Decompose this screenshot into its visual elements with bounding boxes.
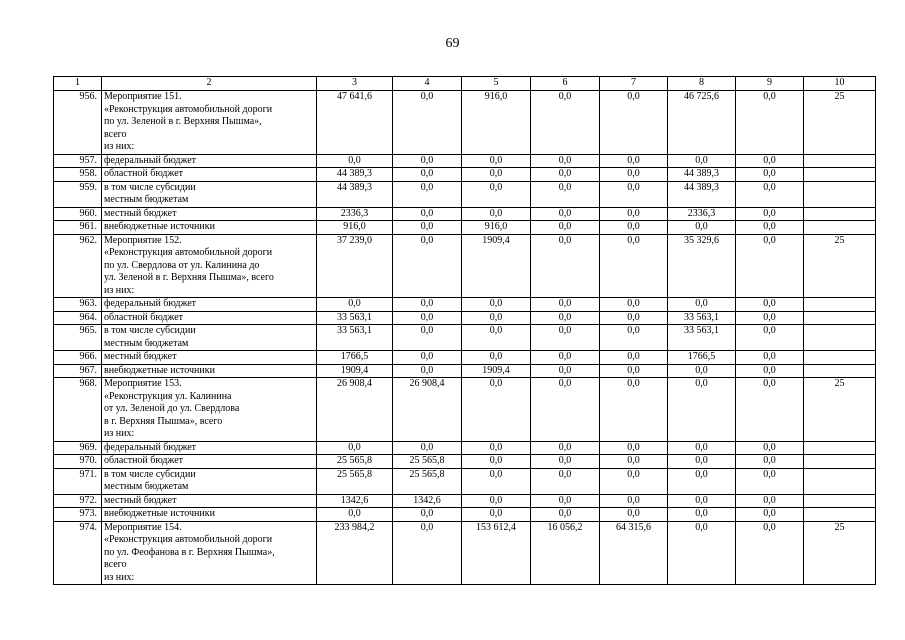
value-cell: 916,0 bbox=[317, 221, 393, 235]
value-cell: 0,0 bbox=[668, 221, 736, 235]
value-cell: 916,0 bbox=[462, 221, 531, 235]
table-row bbox=[54, 441, 876, 455]
value-cell: 26 908,4 bbox=[317, 378, 393, 442]
value-cell: 0,0 bbox=[736, 494, 804, 508]
value-cell: 0,0 bbox=[600, 325, 668, 351]
value-cell: 0,0 bbox=[736, 468, 804, 494]
value-cell: 0,0 bbox=[668, 378, 736, 442]
row-number: 960. bbox=[54, 207, 102, 221]
value-cell: 0,0 bbox=[531, 154, 600, 168]
value-cell: 0,0 bbox=[393, 441, 462, 455]
value-cell: 33 563,1 bbox=[668, 311, 736, 325]
row-name: Мероприятие 153. «Реконструкция ул. Калинина от ул. Зеленой до ул. Свердлова в г. Верхняя Пышма», всего из них: bbox=[102, 378, 317, 442]
table-row bbox=[54, 521, 876, 585]
value-cell: 0,0 bbox=[531, 181, 600, 207]
value-cell: 0,0 bbox=[736, 455, 804, 469]
value-cell: 0,0 bbox=[393, 508, 462, 522]
value-cell: 47 641,6 bbox=[317, 91, 393, 155]
value-cell: 25 565,8 bbox=[317, 468, 393, 494]
value-cell: 1342,6 bbox=[317, 494, 393, 508]
value-cell: 0,0 bbox=[531, 207, 600, 221]
value-cell: 25 565,8 bbox=[317, 455, 393, 469]
row-number: 968. bbox=[54, 378, 102, 442]
value-cell: 0,0 bbox=[462, 455, 531, 469]
value-cell: 0,0 bbox=[462, 325, 531, 351]
value-cell: 25 bbox=[804, 234, 876, 298]
value-cell: 44 389,3 bbox=[668, 181, 736, 207]
row-name: в том числе субсидии местным бюджетам bbox=[102, 468, 317, 494]
value-cell: 0,0 bbox=[736, 521, 804, 585]
table-row bbox=[54, 455, 876, 469]
value-cell: 44 389,3 bbox=[317, 168, 393, 182]
value-cell: 0,0 bbox=[393, 311, 462, 325]
value-cell: 0,0 bbox=[317, 154, 393, 168]
value-cell: 0,0 bbox=[531, 378, 600, 442]
table-row bbox=[54, 168, 876, 182]
column-header: 3 bbox=[317, 77, 393, 91]
value-cell: 0,0 bbox=[600, 441, 668, 455]
value-cell: 0,0 bbox=[531, 298, 600, 312]
value-cell: 37 239,0 bbox=[317, 234, 393, 298]
value-cell: 0,0 bbox=[600, 234, 668, 298]
row-number: 965. bbox=[54, 325, 102, 351]
row-number: 970. bbox=[54, 455, 102, 469]
value-cell: 0,0 bbox=[736, 441, 804, 455]
header-row bbox=[54, 77, 876, 91]
row-number: 963. bbox=[54, 298, 102, 312]
value-cell: 0,0 bbox=[736, 508, 804, 522]
value-cell: 0,0 bbox=[736, 325, 804, 351]
value-cell: 0,0 bbox=[531, 441, 600, 455]
row-name: в том числе субсидии местным бюджетам bbox=[102, 181, 317, 207]
column-header: 9 bbox=[736, 77, 804, 91]
value-cell: 0,0 bbox=[600, 298, 668, 312]
value-cell: 0,0 bbox=[736, 168, 804, 182]
value-cell: 0,0 bbox=[393, 91, 462, 155]
value-cell bbox=[804, 441, 876, 455]
table-row bbox=[54, 364, 876, 378]
value-cell: 0,0 bbox=[462, 311, 531, 325]
value-cell bbox=[804, 325, 876, 351]
value-cell: 0,0 bbox=[736, 91, 804, 155]
budget-table bbox=[53, 76, 876, 585]
value-cell: 0,0 bbox=[600, 378, 668, 442]
table-row bbox=[54, 351, 876, 365]
value-cell: 0,0 bbox=[531, 221, 600, 235]
value-cell: 0,0 bbox=[393, 325, 462, 351]
value-cell: 0,0 bbox=[531, 455, 600, 469]
value-cell: 0,0 bbox=[600, 494, 668, 508]
value-cell: 0,0 bbox=[531, 468, 600, 494]
table-row bbox=[54, 154, 876, 168]
row-name: в том числе субсидии местным бюджетам bbox=[102, 325, 317, 351]
value-cell: 0,0 bbox=[736, 207, 804, 221]
table-row bbox=[54, 378, 876, 442]
value-cell: 0,0 bbox=[462, 168, 531, 182]
value-cell: 0,0 bbox=[736, 351, 804, 365]
value-cell: 916,0 bbox=[462, 91, 531, 155]
value-cell: 0,0 bbox=[393, 521, 462, 585]
row-name: федеральный бюджет bbox=[102, 441, 317, 455]
value-cell: 0,0 bbox=[600, 207, 668, 221]
row-number: 973. bbox=[54, 508, 102, 522]
value-cell: 0,0 bbox=[462, 378, 531, 442]
value-cell: 0,0 bbox=[531, 234, 600, 298]
value-cell bbox=[804, 154, 876, 168]
value-cell: 33 563,1 bbox=[317, 311, 393, 325]
row-number: 964. bbox=[54, 311, 102, 325]
table-row bbox=[54, 311, 876, 325]
value-cell: 0,0 bbox=[600, 154, 668, 168]
value-cell: 0,0 bbox=[668, 441, 736, 455]
value-cell: 0,0 bbox=[668, 364, 736, 378]
value-cell: 0,0 bbox=[668, 154, 736, 168]
value-cell: 0,0 bbox=[462, 468, 531, 494]
value-cell: 44 389,3 bbox=[317, 181, 393, 207]
value-cell: 0,0 bbox=[600, 508, 668, 522]
value-cell: 0,0 bbox=[393, 154, 462, 168]
value-cell: 0,0 bbox=[317, 298, 393, 312]
row-name: областной бюджет bbox=[102, 311, 317, 325]
value-cell: 33 563,1 bbox=[668, 325, 736, 351]
table-row bbox=[54, 298, 876, 312]
value-cell: 0,0 bbox=[393, 181, 462, 207]
value-cell: 0,0 bbox=[736, 234, 804, 298]
row-number: 972. bbox=[54, 494, 102, 508]
value-cell: 0,0 bbox=[462, 154, 531, 168]
value-cell: 0,0 bbox=[393, 168, 462, 182]
value-cell: 0,0 bbox=[600, 364, 668, 378]
row-number: 974. bbox=[54, 521, 102, 585]
value-cell: 0,0 bbox=[531, 351, 600, 365]
row-number: 956. bbox=[54, 91, 102, 155]
page-number: 69 bbox=[445, 36, 460, 51]
value-cell: 0,0 bbox=[317, 508, 393, 522]
value-cell: 0,0 bbox=[531, 168, 600, 182]
value-cell: 1766,5 bbox=[317, 351, 393, 365]
value-cell: 25 bbox=[804, 521, 876, 585]
value-cell bbox=[804, 298, 876, 312]
column-header: 1 bbox=[54, 77, 102, 91]
value-cell: 0,0 bbox=[668, 298, 736, 312]
value-cell: 25 565,8 bbox=[393, 468, 462, 494]
row-name: Мероприятие 152. «Реконструкция автомобильной дороги по ул. Свердлова от ул. Калинина до ул. Зеленой в г. Верхняя Пышма», всего из них: bbox=[102, 234, 317, 298]
value-cell: 64 315,6 bbox=[600, 521, 668, 585]
table-row bbox=[54, 91, 876, 155]
column-header: 6 bbox=[531, 77, 600, 91]
table-row bbox=[54, 207, 876, 221]
value-cell: 25 bbox=[804, 91, 876, 155]
value-cell: 0,0 bbox=[600, 311, 668, 325]
row-number: 971. bbox=[54, 468, 102, 494]
value-cell: 0,0 bbox=[462, 441, 531, 455]
row-number: 958. bbox=[54, 168, 102, 182]
row-name: внебюджетные источники bbox=[102, 508, 317, 522]
value-cell: 0,0 bbox=[600, 455, 668, 469]
table-row bbox=[54, 234, 876, 298]
value-cell: 25 bbox=[804, 378, 876, 442]
value-cell: 0,0 bbox=[531, 508, 600, 522]
value-cell: 0,0 bbox=[736, 298, 804, 312]
column-header: 10 bbox=[804, 77, 876, 91]
value-cell: 0,0 bbox=[393, 364, 462, 378]
value-cell: 25 565,8 bbox=[393, 455, 462, 469]
row-name: областной бюджет bbox=[102, 455, 317, 469]
value-cell: 0,0 bbox=[600, 181, 668, 207]
value-cell: 0,0 bbox=[600, 221, 668, 235]
row-number: 966. bbox=[54, 351, 102, 365]
table-row bbox=[54, 468, 876, 494]
value-cell: 1342,6 bbox=[393, 494, 462, 508]
value-cell: 0,0 bbox=[736, 311, 804, 325]
value-cell: 0,0 bbox=[317, 441, 393, 455]
row-name: Мероприятие 151. «Реконструкция автомобильной дороги по ул. Зеленой в г. Верхняя Пышма», всего из них: bbox=[102, 91, 317, 155]
value-cell: 0,0 bbox=[600, 468, 668, 494]
value-cell bbox=[804, 494, 876, 508]
value-cell: 44 389,3 bbox=[668, 168, 736, 182]
table-row bbox=[54, 181, 876, 207]
table-row bbox=[54, 221, 876, 235]
value-cell bbox=[804, 468, 876, 494]
row-name: федеральный бюджет bbox=[102, 154, 317, 168]
value-cell: 0,0 bbox=[531, 311, 600, 325]
value-cell: 0,0 bbox=[736, 378, 804, 442]
value-cell: 0,0 bbox=[600, 168, 668, 182]
value-cell: 0,0 bbox=[736, 154, 804, 168]
row-number: 961. bbox=[54, 221, 102, 235]
value-cell: 0,0 bbox=[462, 181, 531, 207]
value-cell: 1909,4 bbox=[462, 234, 531, 298]
value-cell: 0,0 bbox=[531, 325, 600, 351]
value-cell: 2336,3 bbox=[317, 207, 393, 221]
value-cell bbox=[804, 455, 876, 469]
row-number: 957. bbox=[54, 154, 102, 168]
row-name: местный бюджет bbox=[102, 494, 317, 508]
row-name: областной бюджет bbox=[102, 168, 317, 182]
value-cell: 0,0 bbox=[600, 91, 668, 155]
value-cell: 0,0 bbox=[668, 521, 736, 585]
value-cell: 0,0 bbox=[668, 455, 736, 469]
value-cell: 0,0 bbox=[736, 221, 804, 235]
row-name: местный бюджет bbox=[102, 351, 317, 365]
value-cell: 0,0 bbox=[393, 351, 462, 365]
value-cell: 0,0 bbox=[668, 468, 736, 494]
value-cell bbox=[804, 207, 876, 221]
value-cell: 0,0 bbox=[668, 494, 736, 508]
value-cell: 16 056,2 bbox=[531, 521, 600, 585]
value-cell: 0,0 bbox=[531, 494, 600, 508]
value-cell: 0,0 bbox=[393, 298, 462, 312]
row-number: 959. bbox=[54, 181, 102, 207]
value-cell: 0,0 bbox=[668, 508, 736, 522]
row-name: федеральный бюджет bbox=[102, 298, 317, 312]
value-cell bbox=[804, 181, 876, 207]
value-cell: 0,0 bbox=[393, 234, 462, 298]
column-header: 7 bbox=[600, 77, 668, 91]
value-cell: 2336,3 bbox=[668, 207, 736, 221]
value-cell: 0,0 bbox=[531, 364, 600, 378]
column-header: 5 bbox=[462, 77, 531, 91]
value-cell bbox=[804, 168, 876, 182]
row-number: 962. bbox=[54, 234, 102, 298]
row-name: местный бюджет bbox=[102, 207, 317, 221]
value-cell: 0,0 bbox=[531, 91, 600, 155]
value-cell: 0,0 bbox=[462, 508, 531, 522]
value-cell: 0,0 bbox=[462, 494, 531, 508]
value-cell: 0,0 bbox=[736, 181, 804, 207]
value-cell: 0,0 bbox=[462, 207, 531, 221]
column-header: 4 bbox=[393, 77, 462, 91]
column-header: 8 bbox=[668, 77, 736, 91]
value-cell bbox=[804, 364, 876, 378]
table-row bbox=[54, 494, 876, 508]
value-cell: 0,0 bbox=[736, 364, 804, 378]
value-cell: 233 984,2 bbox=[317, 521, 393, 585]
value-cell: 1909,4 bbox=[317, 364, 393, 378]
table-row bbox=[54, 508, 876, 522]
value-cell: 26 908,4 bbox=[393, 378, 462, 442]
value-cell: 0,0 bbox=[393, 207, 462, 221]
value-cell bbox=[804, 221, 876, 235]
value-cell: 1766,5 bbox=[668, 351, 736, 365]
table-row bbox=[54, 325, 876, 351]
row-name: Мероприятие 154. «Реконструкция автомобильной дороги по ул. Феофанова в г. Верхняя Пышма», всего из них: bbox=[102, 521, 317, 585]
row-name: внебюджетные источники bbox=[102, 364, 317, 378]
value-cell: 0,0 bbox=[462, 298, 531, 312]
row-number: 969. bbox=[54, 441, 102, 455]
value-cell bbox=[804, 508, 876, 522]
value-cell: 46 725,6 bbox=[668, 91, 736, 155]
value-cell: 33 563,1 bbox=[317, 325, 393, 351]
value-cell bbox=[804, 351, 876, 365]
value-cell: 0,0 bbox=[462, 351, 531, 365]
value-cell: 1909,4 bbox=[462, 364, 531, 378]
value-cell: 35 329,6 bbox=[668, 234, 736, 298]
value-cell: 0,0 bbox=[393, 221, 462, 235]
value-cell: 0,0 bbox=[600, 351, 668, 365]
value-cell: 153 612,4 bbox=[462, 521, 531, 585]
row-number: 967. bbox=[54, 364, 102, 378]
column-header: 2 bbox=[102, 77, 317, 91]
row-name: внебюджетные источники bbox=[102, 221, 317, 235]
value-cell bbox=[804, 311, 876, 325]
table-body bbox=[54, 91, 876, 585]
